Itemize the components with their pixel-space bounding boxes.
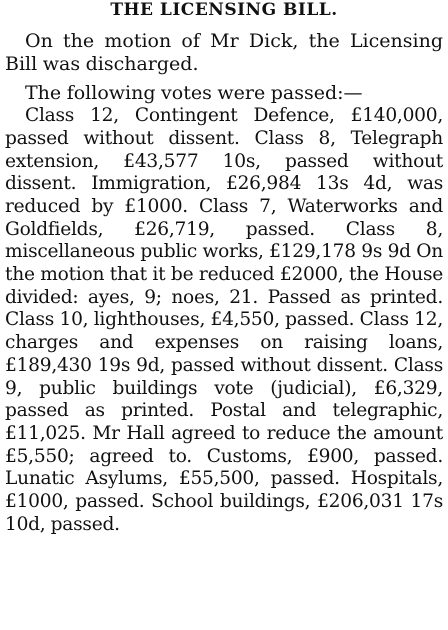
article-paragraph-votes-intro: The following votes were passed:— (25, 82, 363, 105)
article-paragraph-licensing-bill: On the motion of Mr Dick, the Licensing Bill was discharged. (5, 30, 443, 75)
article-paragraph-votes-list: Class 12, Contingent Defence, £140,000, passed without dissent. Class 8, Telegraph extension, £43,577 10s, passed without dissent. Immigration, £26,984 13s 4d, was reduced by £1000. Class 7, Waterworks and Goldfields, £26,719, passed. Class 8, miscellaneous public works, £129,178 9s 9d On the motion that it be reduced £2000, the House divided: ayes, 9; noes, 21. Passed as printed. Class 10, lighthouses, £4,550, passed. Class 12, charges and expenses on raising loans, £189,430 19s 9d, passed without dissent. Class 9, public buildings vote (judicial), £6,329, passed as printed. Postal and telegraphic, £11,025. Mr Hall agreed to reduce the amount £5,550; agreed to. Customs, £900, passed. Lunatic Asylums, £55,500, passed. Hospitals, £1000, passed. School buildings, £206,031 17s 10d, passed. (5, 105, 443, 535)
article-headline: THE LICENSING BILL. (110, 0, 338, 20)
